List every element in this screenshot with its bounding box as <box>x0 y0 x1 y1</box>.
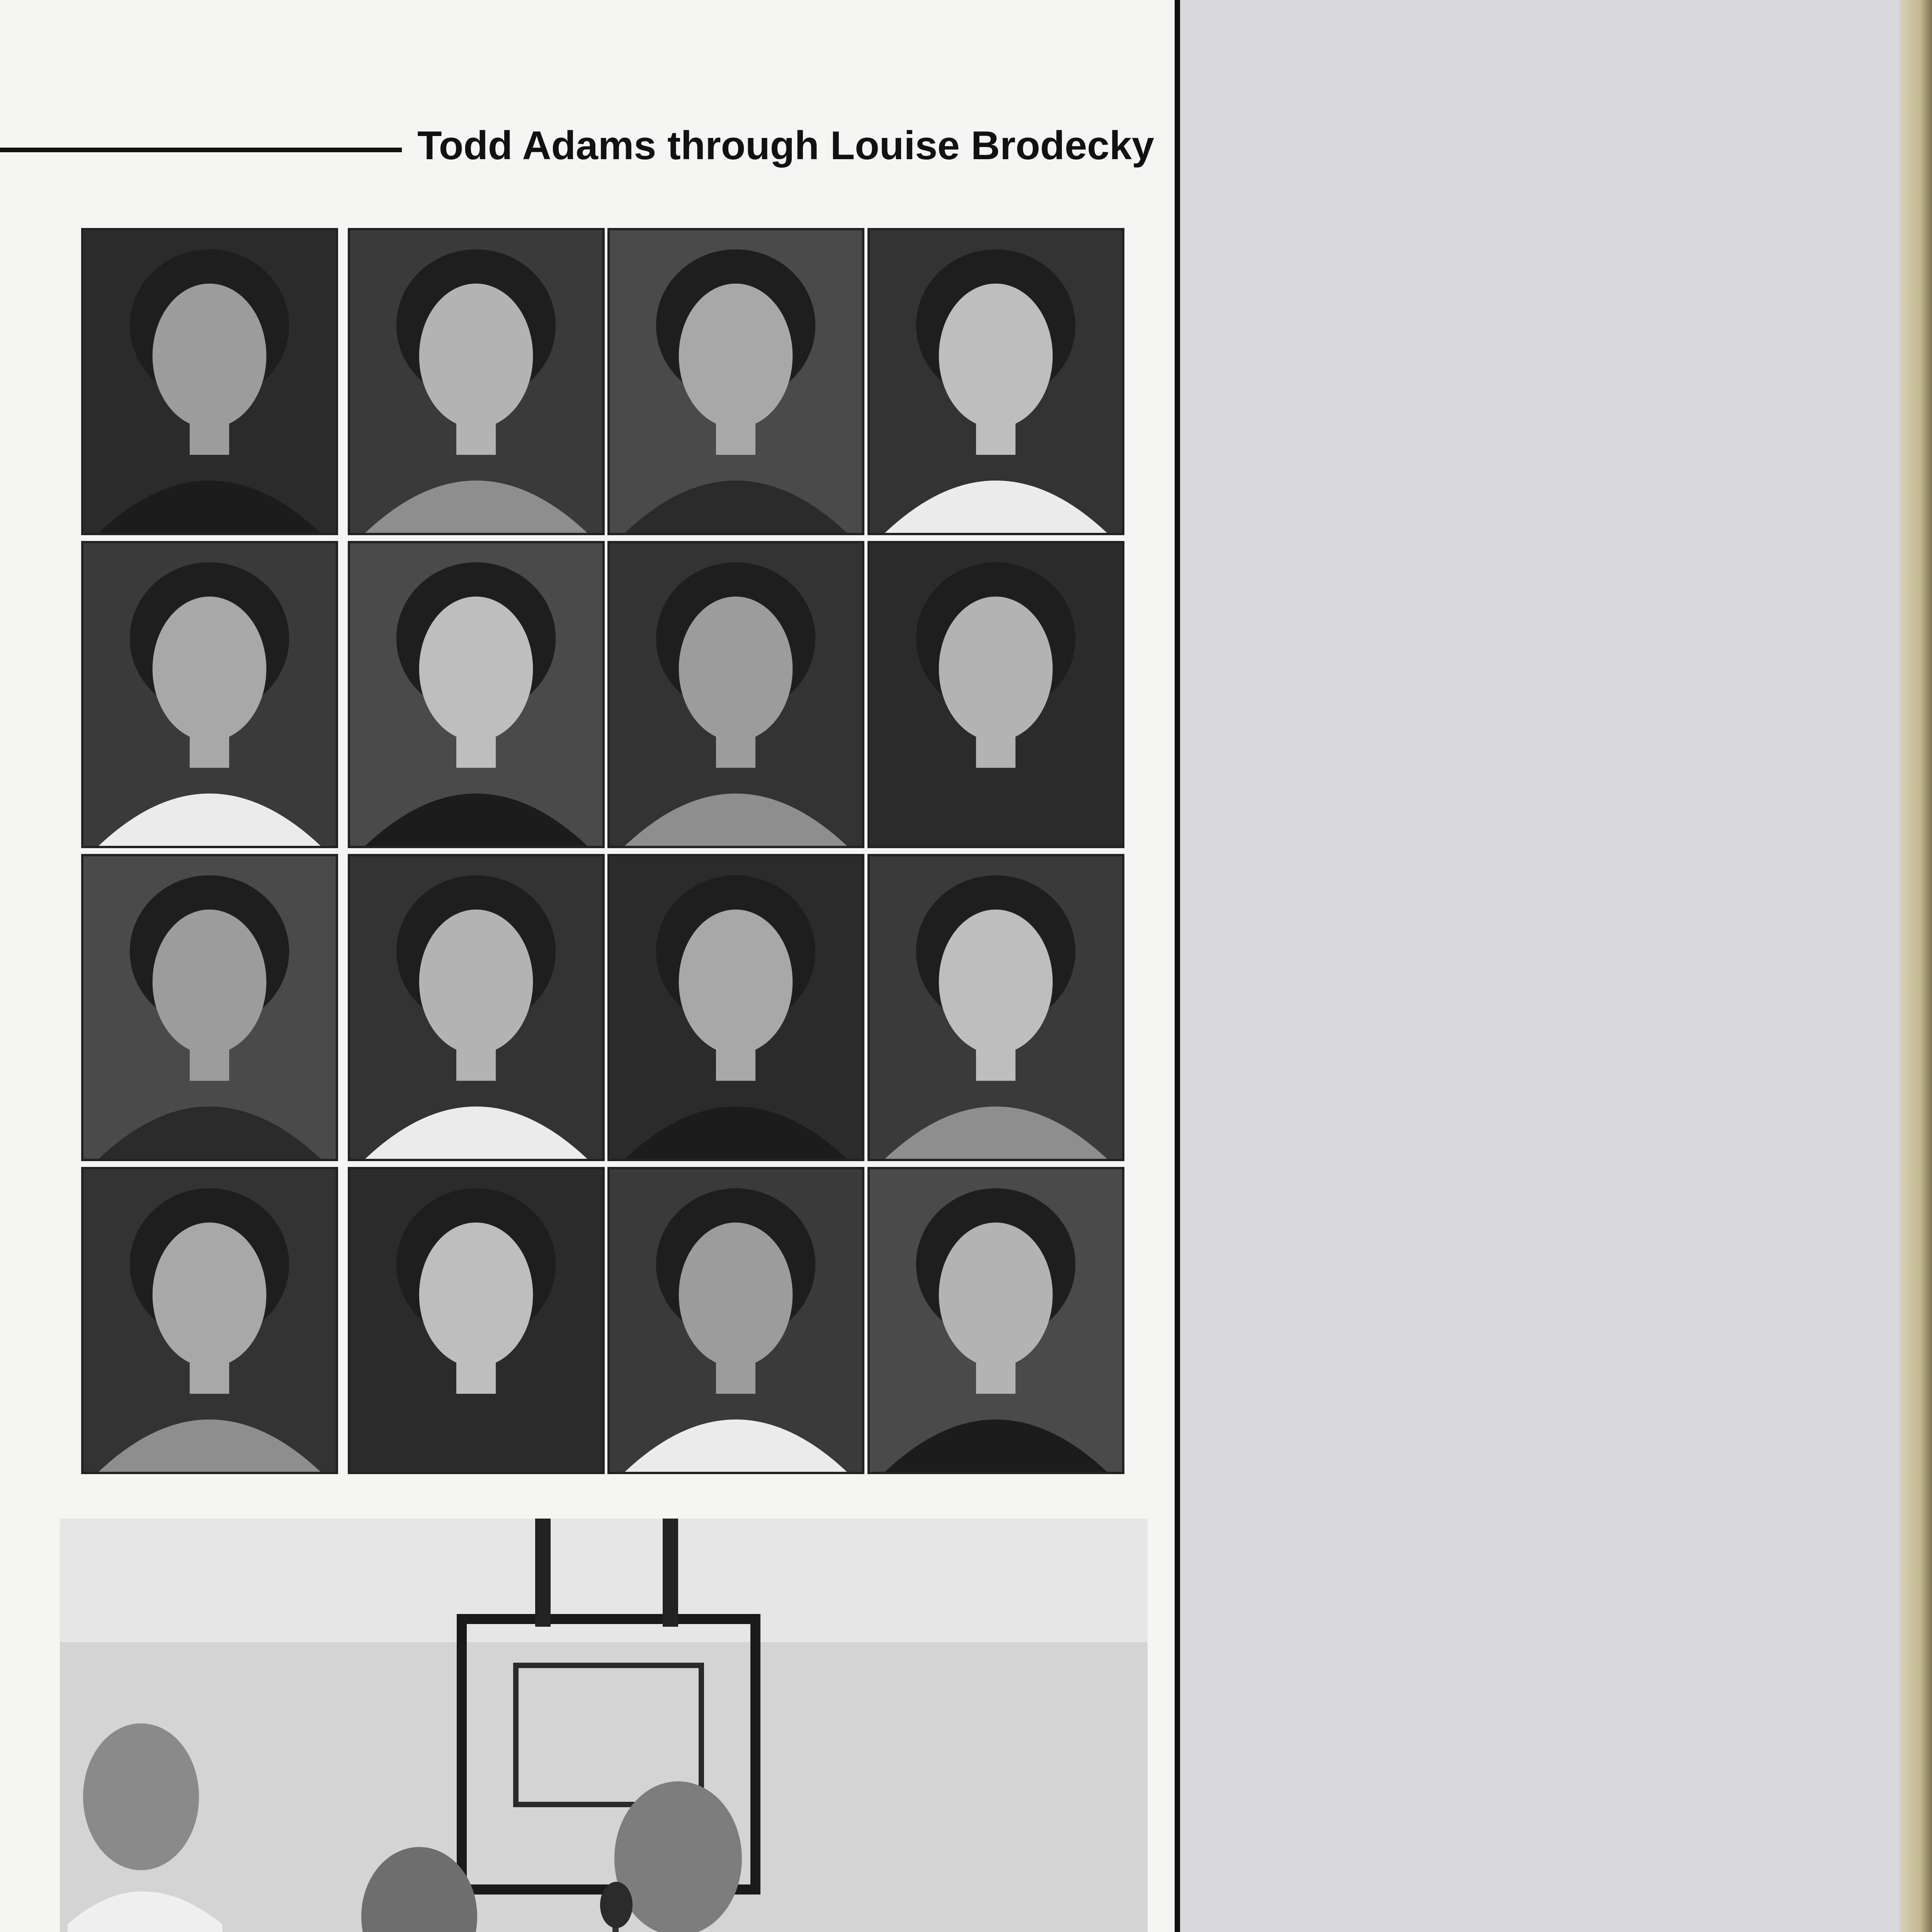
senior-portrait <box>867 854 1124 1161</box>
portrait-image <box>350 856 602 1159</box>
senior-portrait <box>81 228 338 535</box>
senior-portrait <box>867 1167 1124 1474</box>
portrait-image <box>350 543 602 846</box>
senior-portrait <box>348 228 605 535</box>
senior-portrait <box>867 228 1124 535</box>
portrait-image <box>83 543 336 846</box>
assembly-photo-image <box>60 1519 1148 1932</box>
senior-portrait <box>607 1167 864 1474</box>
portrait-image <box>610 230 862 533</box>
portrait-image <box>610 543 862 846</box>
portrait-image <box>610 1169 862 1472</box>
book-binding-edge <box>1899 0 1932 1932</box>
senior-activities-column <box>1175 0 1899 1932</box>
senior-portrait <box>348 541 605 848</box>
portrait-image <box>870 856 1122 1159</box>
portrait-image <box>350 1169 602 1472</box>
header-rule <box>0 148 402 152</box>
senior-portrait <box>607 854 864 1161</box>
portrait-image <box>350 230 602 533</box>
senior-portrait <box>81 854 338 1161</box>
portrait-image <box>610 856 862 1159</box>
portrait-image <box>83 856 336 1159</box>
portrait-image <box>870 543 1122 846</box>
senior-portrait <box>81 1167 338 1474</box>
portrait-image <box>870 1169 1122 1472</box>
assembly-photo <box>60 1519 1148 1932</box>
senior-portrait <box>81 541 338 848</box>
senior-portrait <box>348 1167 605 1474</box>
senior-portrait <box>607 228 864 535</box>
portrait-grid <box>81 228 1128 1492</box>
senior-portrait <box>867 541 1124 848</box>
portrait-image <box>870 230 1122 533</box>
portrait-image <box>83 230 336 533</box>
page-title: Todd Adams through Louise Brodecky <box>417 123 1154 168</box>
portrait-image <box>83 1169 336 1472</box>
senior-portrait <box>348 854 605 1161</box>
senior-portrait <box>607 541 864 848</box>
